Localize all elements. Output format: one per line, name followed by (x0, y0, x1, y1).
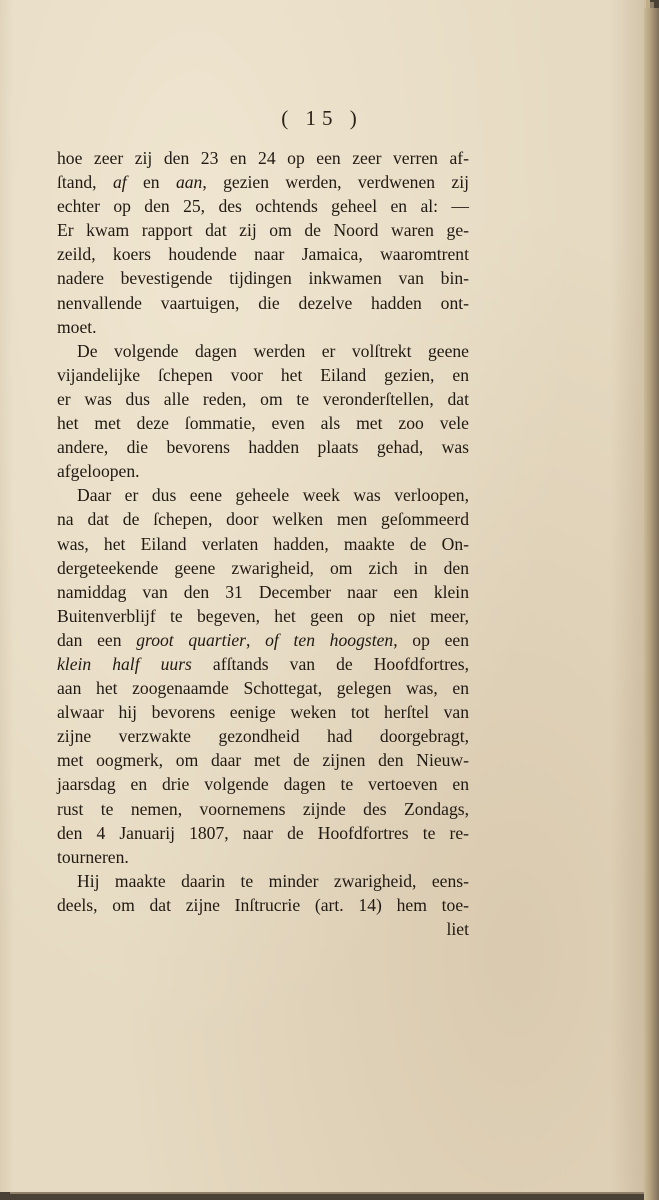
text-line (57, 194, 469, 218)
text-run: , op een (393, 629, 469, 650)
text-run: nenvallende vaartuigen, die dezelve hadden ont- (57, 292, 469, 313)
italic-run: groot quartier (136, 629, 247, 650)
body-text (57, 146, 469, 941)
text-line (57, 869, 469, 893)
text-run: en (126, 172, 176, 193)
text-run: aan het zoogenaamde Schottegat, gelegen was, en (57, 678, 469, 699)
text-run: er was dus alle reden, om te veronderſtellen, dat (57, 388, 469, 409)
text-run: met oogmerk, om daar met de zijnen den Nieuw- (57, 750, 469, 771)
text-run: Buitenverblijf te begeven, het geen op niet meer, (57, 605, 469, 626)
text-line (57, 435, 469, 459)
text-run: dan een (57, 629, 137, 650)
text-line (57, 291, 469, 315)
text-line (57, 532, 469, 556)
text-run: dergeteekende geene zwarigheid, om zich in den (57, 557, 469, 578)
text-run: zijne verzwakte gezondheid had doorgebragt, (57, 726, 469, 747)
text-line (57, 242, 469, 266)
italic-run: of ten hoogsten (265, 629, 394, 650)
text-line (57, 917, 469, 941)
text-run: na dat de ſchepen, door welken men geſommeerd (57, 509, 469, 530)
text-line (57, 363, 469, 387)
text-run: was, het Eiland verlaten hadden, maakte de On- (57, 533, 469, 554)
text-line (57, 797, 469, 821)
italic-run: klein half uurs (57, 653, 192, 674)
text-run: hoe zeer zij den 23 en 24 op een zeer verren af- (57, 148, 469, 168)
text-line (57, 411, 469, 435)
text-run: jaarsdag en drie volgende dagen te vertoeven en (57, 774, 469, 795)
text-run: namiddag van den 31 December naar een klein (57, 581, 469, 602)
text-line (57, 266, 469, 290)
text-run: den 4 Januarij 1807, naar de Hoofdfortres te re- (57, 822, 469, 843)
text-run: Er kwam rapport dat zij om de Noord waren ge- (57, 220, 469, 241)
text-line (57, 507, 469, 531)
text-line (57, 628, 469, 652)
text-line (57, 339, 469, 363)
text-line (57, 748, 469, 772)
text-line (57, 218, 469, 242)
text-line (57, 821, 469, 845)
text-line (57, 170, 469, 194)
text-run: echter op den 25, des ochtends geheel en al: — (57, 196, 469, 217)
text-run: zeild, koers houdende naar Jamaica, waaromtrent (57, 244, 469, 265)
italic-run: af (112, 172, 127, 193)
text-run: vijandelijke ſchepen voor het Eiland gezien, en (57, 364, 469, 385)
text-run: liet (446, 919, 469, 939)
text-run: afgeloopen. (57, 461, 140, 482)
text-line (57, 483, 469, 507)
text-run: ſtand, (57, 172, 113, 193)
text-run: Hij maakte daarin te minder zwarigheid, eens- (77, 870, 469, 891)
text-run: De volgende dagen werden er volſtrekt geene (77, 340, 469, 361)
text-run: Daar er dus eene geheele week was verloopen, (77, 485, 469, 506)
text-run: nadere bevestigende tijdingen inkwamen van bin- (57, 268, 469, 289)
text-run: , gezien werden, verdwenen zij (202, 172, 470, 193)
page-edge (644, 8, 659, 1200)
text-line (57, 652, 469, 676)
text-line (57, 845, 469, 869)
text-run: , (246, 629, 266, 650)
text-run: alwaar hij bevorens eenige weken tot herſtel van (57, 702, 469, 723)
text-run: deels, om dat zijne Inſtrucrie (art. 14) hem toe- (57, 894, 469, 915)
italic-run: aan (175, 172, 203, 193)
text-line (57, 676, 469, 700)
text-line (57, 315, 469, 339)
text-line (57, 459, 469, 483)
text-line (57, 700, 469, 724)
text-run: tourneren. (57, 846, 129, 867)
text-line (57, 146, 469, 170)
text-line (57, 556, 469, 580)
text-line (57, 893, 469, 917)
text-run: afſtands van de Hoofdfortres, (191, 653, 469, 674)
text-run: andere, die bevorens hadden plaats gehad, was (57, 437, 469, 458)
text-line (57, 772, 469, 796)
text-run: het met deze ſommatie, even als met zoo vele (57, 413, 469, 434)
text-run: moet. (57, 316, 97, 337)
text-line (57, 387, 469, 411)
page-number: ( 15 ) (281, 106, 363, 130)
text-line (57, 604, 469, 628)
text-line (57, 724, 469, 748)
text-run: rust te nemen, voornemens zijnde des Zondags, (57, 798, 469, 819)
text-line (57, 580, 469, 604)
